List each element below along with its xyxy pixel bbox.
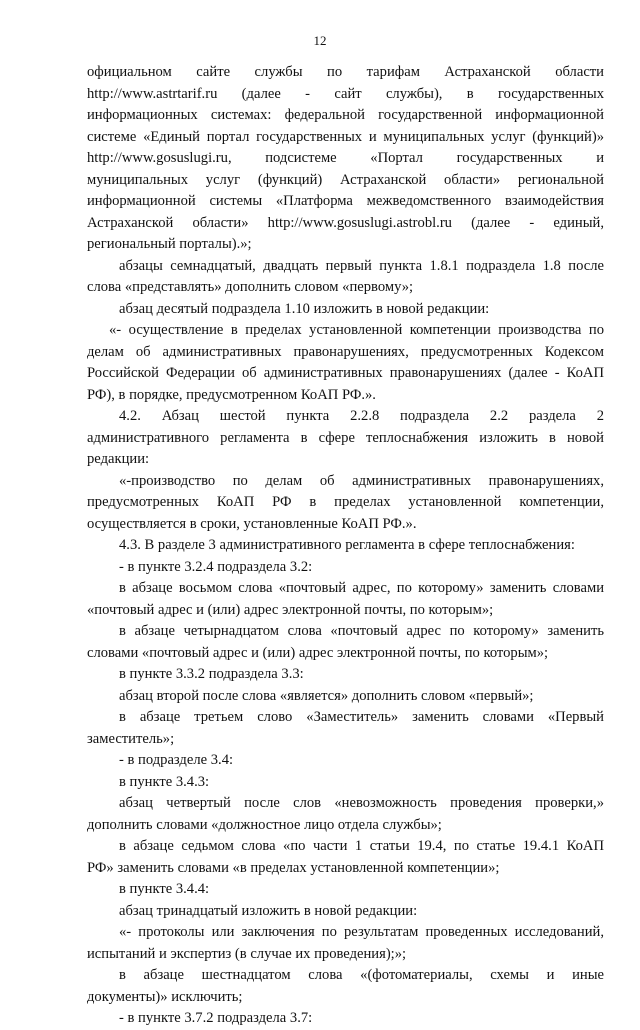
text-line: заместитель»; [87,730,175,747]
text-line: абзац четвертый после слов «невозможность проведения проверки,» [119,795,604,811]
text-line: - в подразделе 3.4: [119,752,234,768]
text-line: «-производство по делам об административных правонарушениях, [119,472,604,489]
text-line: делам об административных правонарушениях, предусмотренных Кодексом [87,343,604,360]
text-line: информационных системах: федеральной государственной информационной [87,107,604,123]
text-line: «- протоколы или заключения по результатам проведенных исследований, [119,924,604,940]
text-line: абзацы семнадцатый, двадцать первый пункта 1.8.1 подраздела 1.8 после [119,257,604,274]
text-line: системе «Единый портал государственных и муниципальных услуг (функций)» [87,128,604,145]
text-line: в пункте 3.4.3: [119,773,210,790]
text-line: http://www.astrtarif.ru (далее - сайт службы), в государственных [87,85,604,102]
text-line: словами «почтовый адрес и (или) адрес электронной почты, по которым»; [87,644,549,661]
text-line: документы)» исключить; [87,988,243,1005]
text-line: Российской Федерации об административных правонарушениях (далее - КоАП [87,365,604,381]
text-line: http://www.gosuslugi.ru, подсистеме «Портал государственных и [87,150,604,166]
text-line: осуществляется в сроки, установленные КоАП РФ.». [87,515,417,532]
text-line: - в пункте 3.2.4 подраздела 3.2: [119,558,313,575]
text-line: в абзаце третьем слово «Заместитель» заменить словами «Первый [119,709,604,725]
text-line: в абзаце четырнадцатом слова «почтовый адрес по которому» заменить [119,623,604,639]
text-line: 4.3. В разделе 3 административного регламента в сфере теплоснабжения: [119,537,575,553]
text-line: РФ» заменить словами «в пределах установленной компетенции»; [87,859,500,876]
text-line: предусмотренных КоАП РФ в пределах установленной компетенции, [87,494,604,510]
text-line: редакции: [87,451,150,467]
text-line: - в пункте 3.7.2 подраздела 3.7: [119,1010,313,1026]
text-line: РФ), в порядке, предусмотренном КоАП РФ.». [87,386,376,403]
text-line: «- осуществление в пределах установленной компетенции производства по [109,322,604,338]
text-line: дополнить словами «должностное лицо отдела службы»; [87,816,442,833]
text-line: в пункте 3.4.4: [119,881,210,897]
text-line: в пункте 3.3.2 подраздела 3.3: [119,666,304,682]
text-line: официальном сайте службы по тарифам Астраханской области [87,64,604,80]
text-line: абзац тринадцатый изложить в новой редакции: [119,902,418,919]
text-line: «почтовый адрес и (или) адрес электронной почты, по которым»; [87,601,494,618]
text-line: в абзаце шестнадцатом слова «(фотоматериалы, схемы и иные [119,967,604,983]
text-line: в абзаце восьмом слова «почтовый адрес, по которому» заменить словами [119,580,604,596]
document-body [87,62,604,1030]
text-line: слова «представлять» дополнить словом «первому»; [87,279,414,295]
text-line: 4.2. Абзац шестой пункта 2.2.8 подраздела 2.2 раздела 2 [119,408,604,424]
text-line: абзац десятый подраздела 1.10 изложить в новой редакции: [119,300,490,317]
text-line: в абзаце седьмом слова «по части 1 статьи 19.4, по статье 19.4.1 КоАП [119,838,604,854]
text-line: абзац второй после слова «является» дополнить словом «первый»; [119,687,534,704]
text-line: региональный порталы).»; [87,236,252,252]
text-line: административного регламента в сфере теплоснабжения изложить в новой [87,429,604,446]
page-number: 12 [313,33,327,48]
text-line: информационной системы «Платформа межведомственного взаимодействия [87,193,604,209]
text-line: муниципальных услуг (функций) Астраханской области» региональной [87,171,604,188]
text-line: испытаний и экспертиз (в случае их проведения);»; [87,945,407,962]
text-line: Астраханской области» http://www.gosuslugi.astrobl.ru (далее - единый, [87,214,604,231]
